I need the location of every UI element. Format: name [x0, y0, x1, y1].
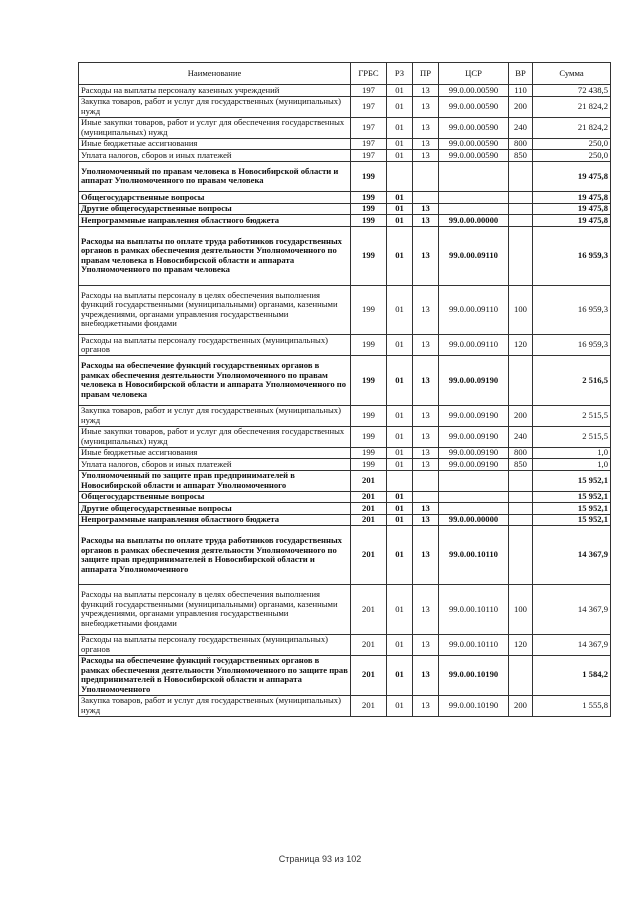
- cell-name: Иные закупки товаров, работ и услуг для обеспечения государственных (муниципальных) нужд: [79, 117, 351, 138]
- cell-csr: 99.0.00.10190: [439, 655, 509, 695]
- cell-rz: 01: [387, 285, 413, 335]
- cell-name: Иные бюджетные ассигнования: [79, 447, 351, 459]
- cell-grbs: 201: [351, 514, 387, 526]
- cell-vr: 100: [509, 585, 533, 635]
- cell-csr: 99.0.00.09190: [439, 426, 509, 447]
- cell-grbs: 199: [351, 426, 387, 447]
- cell-pr: 13: [413, 634, 439, 655]
- cell-csr: 99.0.00.00000: [439, 215, 509, 227]
- cell-vr: [509, 356, 533, 406]
- cell-csr: [439, 491, 509, 503]
- cell-grbs: 197: [351, 85, 387, 97]
- cell-name: Уплата налогов, сборов и иных платежей: [79, 150, 351, 162]
- cell-name: Уполномоченный по правам человека в Новосибирской области и аппарат Уполномоченного по правам человека: [79, 161, 351, 192]
- table-header-row: [79, 63, 611, 85]
- cell-pr: 13: [413, 447, 439, 459]
- cell-rz: 01: [387, 215, 413, 227]
- cell-vr: 120: [509, 634, 533, 655]
- cell-pr: 13: [413, 150, 439, 162]
- cell-sum: 16 959,3: [533, 335, 611, 356]
- cell-csr: 99.0.00.00590: [439, 85, 509, 97]
- cell-sum: 19 475,8: [533, 192, 611, 204]
- cell-rz: 01: [387, 405, 413, 426]
- cell-pr: 13: [413, 655, 439, 695]
- cell-csr: 99.0.00.00590: [439, 150, 509, 162]
- cell-pr: 13: [413, 138, 439, 150]
- cell-csr: 99.0.00.09190: [439, 459, 509, 471]
- cell-pr: 13: [413, 335, 439, 356]
- table-row: [79, 215, 611, 227]
- cell-rz: 01: [387, 356, 413, 406]
- cell-grbs: 197: [351, 96, 387, 117]
- cell-vr: 800: [509, 447, 533, 459]
- cell-csr: 99.0.00.09190: [439, 356, 509, 406]
- cell-name: Непрограммные направления областного бюджета: [79, 215, 351, 227]
- cell-vr: 200: [509, 405, 533, 426]
- table-row: [79, 203, 611, 215]
- cell-vr: 200: [509, 96, 533, 117]
- cell-grbs: 201: [351, 655, 387, 695]
- cell-grbs: 197: [351, 138, 387, 150]
- cell-rz: 01: [387, 634, 413, 655]
- cell-sum: 2 515,5: [533, 426, 611, 447]
- cell-grbs: 199: [351, 405, 387, 426]
- cell-sum: 15 952,1: [533, 503, 611, 515]
- cell-vr: 110: [509, 85, 533, 97]
- cell-vr: [509, 470, 533, 491]
- cell-csr: 99.0.00.00590: [439, 96, 509, 117]
- cell-rz: 01: [387, 85, 413, 97]
- cell-sum: 15 952,1: [533, 514, 611, 526]
- cell-name: Непрограммные направления областного бюджета: [79, 514, 351, 526]
- cell-grbs: 201: [351, 470, 387, 491]
- cell-rz: 01: [387, 585, 413, 635]
- table-row: [79, 634, 611, 655]
- table-row: [79, 85, 611, 97]
- cell-csr: 99.0.00.10110: [439, 526, 509, 585]
- cell-sum: 21 824,2: [533, 117, 611, 138]
- cell-pr: 13: [413, 96, 439, 117]
- cell-csr: [439, 192, 509, 204]
- table-row: [79, 405, 611, 426]
- cell-sum: 1,0: [533, 459, 611, 471]
- table-row: [79, 150, 611, 162]
- header-grbs: ГРБС: [351, 63, 387, 85]
- cell-grbs: 201: [351, 526, 387, 585]
- table-row: [79, 161, 611, 192]
- table-row: [79, 470, 611, 491]
- cell-name: Расходы на выплаты персоналу казенных учреждений: [79, 85, 351, 97]
- header-rz: РЗ: [387, 63, 413, 85]
- cell-sum: 1 555,8: [533, 695, 611, 716]
- cell-sum: 2 516,5: [533, 356, 611, 406]
- cell-sum: 16 959,3: [533, 226, 611, 285]
- cell-vr: [509, 226, 533, 285]
- cell-sum: 19 475,8: [533, 161, 611, 192]
- table-body: [79, 85, 611, 717]
- cell-rz: 01: [387, 426, 413, 447]
- cell-sum: 15 952,1: [533, 491, 611, 503]
- cell-rz: 01: [387, 117, 413, 138]
- cell-sum: 14 367,9: [533, 634, 611, 655]
- cell-grbs: 201: [351, 695, 387, 716]
- cell-name: Расходы на обеспечение функций государственных органов в рамках обеспечения деятельности Уполномоченного по правам человека в Новосибирской области и аппарата Уполномоченного по правам человека: [79, 356, 351, 406]
- table-row: [79, 138, 611, 150]
- cell-sum: 1 584,2: [533, 655, 611, 695]
- cell-grbs: 201: [351, 634, 387, 655]
- cell-vr: 100: [509, 285, 533, 335]
- cell-vr: 240: [509, 117, 533, 138]
- cell-vr: [509, 503, 533, 515]
- cell-rz: 01: [387, 150, 413, 162]
- cell-name: Уполномоченный по защите прав предпринимателей в Новосибирской области и аппарат Уполномоченного: [79, 470, 351, 491]
- cell-grbs: 197: [351, 117, 387, 138]
- cell-name: Закупка товаров, работ и услуг для государственных (муниципальных) нужд: [79, 96, 351, 117]
- cell-rz: 01: [387, 491, 413, 503]
- cell-sum: 19 475,8: [533, 215, 611, 227]
- cell-rz: 01: [387, 203, 413, 215]
- cell-vr: 850: [509, 150, 533, 162]
- table-row: [79, 335, 611, 356]
- cell-vr: [509, 655, 533, 695]
- cell-pr: [413, 192, 439, 204]
- cell-grbs: 199: [351, 192, 387, 204]
- cell-pr: 13: [413, 405, 439, 426]
- cell-sum: 21 824,2: [533, 96, 611, 117]
- cell-csr: 99.0.00.10190: [439, 695, 509, 716]
- cell-vr: 120: [509, 335, 533, 356]
- cell-name: Расходы на выплаты персоналу в целях обеспечения выполнения функций государственными (муниципальными) органами, казенными учреждениями, органами управления государственными внебюджетными фондами: [79, 285, 351, 335]
- table-row: [79, 96, 611, 117]
- cell-csr: 99.0.00.10110: [439, 634, 509, 655]
- cell-pr: [413, 161, 439, 192]
- cell-csr: 99.0.00.09190: [439, 447, 509, 459]
- table-row: [79, 285, 611, 335]
- table-row: [79, 356, 611, 406]
- cell-pr: 13: [413, 526, 439, 585]
- cell-vr: 240: [509, 426, 533, 447]
- cell-csr: 99.0.00.00590: [439, 117, 509, 138]
- cell-sum: 14 367,9: [533, 585, 611, 635]
- cell-rz: 01: [387, 655, 413, 695]
- cell-sum: 250,0: [533, 138, 611, 150]
- cell-vr: [509, 514, 533, 526]
- cell-csr: 99.0.00.10110: [439, 585, 509, 635]
- cell-rz: 01: [387, 138, 413, 150]
- cell-name: Расходы на выплаты по оплате труда работников государственных органов в рамках обеспечения деятельности Уполномоченного по защите прав предпринимателей в Новосибирской области и аппарата Уполномоченного: [79, 526, 351, 585]
- cell-csr: [439, 203, 509, 215]
- budget-table: [78, 62, 611, 717]
- header-vr: ВР: [509, 63, 533, 85]
- cell-pr: 13: [413, 695, 439, 716]
- cell-pr: [413, 491, 439, 503]
- table-row: [79, 117, 611, 138]
- cell-name: Расходы на обеспечение функций государственных органов в рамках обеспечения деятельности Уполномоченного по защите прав предпринимателей в Новосибирской области и аппарата Уполномоченного: [79, 655, 351, 695]
- cell-name: Общегосударственные вопросы: [79, 491, 351, 503]
- table-row: [79, 491, 611, 503]
- cell-pr: 13: [413, 514, 439, 526]
- cell-csr: 99.0.00.09110: [439, 226, 509, 285]
- cell-csr: 99.0.00.09190: [439, 405, 509, 426]
- table-row: [79, 695, 611, 716]
- cell-name: Общегосударственные вопросы: [79, 192, 351, 204]
- cell-name: Иные закупки товаров, работ и услуг для обеспечения государственных (муниципальных) нужд: [79, 426, 351, 447]
- cell-name: Расходы на выплаты персоналу в целях обеспечения выполнения функций государственными (муниципальными) органами, казенными учреждениями, органами управления государственными внебюджетными фондами: [79, 585, 351, 635]
- cell-grbs: 199: [351, 226, 387, 285]
- cell-csr: [439, 161, 509, 192]
- cell-grbs: 201: [351, 585, 387, 635]
- cell-sum: 1,0: [533, 447, 611, 459]
- table-row: [79, 426, 611, 447]
- cell-pr: 13: [413, 85, 439, 97]
- cell-sum: 15 952,1: [533, 470, 611, 491]
- cell-vr: 850: [509, 459, 533, 471]
- cell-pr: 13: [413, 426, 439, 447]
- cell-vr: [509, 215, 533, 227]
- cell-vr: [509, 203, 533, 215]
- table-row: [79, 514, 611, 526]
- cell-vr: [509, 192, 533, 204]
- cell-vr: [509, 161, 533, 192]
- cell-sum: 16 959,3: [533, 285, 611, 335]
- cell-grbs: 199: [351, 161, 387, 192]
- cell-grbs: 199: [351, 215, 387, 227]
- cell-pr: 13: [413, 356, 439, 406]
- cell-rz: [387, 161, 413, 192]
- cell-csr: 99.0.00.00590: [439, 138, 509, 150]
- cell-grbs: 199: [351, 447, 387, 459]
- cell-rz: 01: [387, 226, 413, 285]
- cell-vr: [509, 526, 533, 585]
- cell-vr: 800: [509, 138, 533, 150]
- cell-pr: 13: [413, 226, 439, 285]
- cell-csr: 99.0.00.00000: [439, 514, 509, 526]
- table-row: [79, 459, 611, 471]
- cell-vr: [509, 491, 533, 503]
- cell-rz: [387, 470, 413, 491]
- cell-rz: 01: [387, 503, 413, 515]
- cell-rz: 01: [387, 447, 413, 459]
- cell-pr: [413, 470, 439, 491]
- cell-name: Другие общегосударственные вопросы: [79, 203, 351, 215]
- cell-pr: 13: [413, 117, 439, 138]
- cell-sum: 250,0: [533, 150, 611, 162]
- header-csr: ЦСР: [439, 63, 509, 85]
- cell-name: Другие общегосударственные вопросы: [79, 503, 351, 515]
- cell-grbs: 199: [351, 203, 387, 215]
- cell-name: Закупка товаров, работ и услуг для государственных (муниципальных) нужд: [79, 405, 351, 426]
- cell-grbs: 197: [351, 150, 387, 162]
- cell-sum: 14 367,9: [533, 526, 611, 585]
- cell-csr: [439, 503, 509, 515]
- cell-name: Расходы на выплаты по оплате труда работников государственных органов в рамках обеспечения деятельности Уполномоченного по правам человека в Новосибирской области и аппарата Уполномоченного по правам человека: [79, 226, 351, 285]
- cell-pr: 13: [413, 459, 439, 471]
- table-row: [79, 226, 611, 285]
- cell-csr: 99.0.00.09110: [439, 285, 509, 335]
- cell-grbs: 199: [351, 335, 387, 356]
- table-row: [79, 192, 611, 204]
- cell-rz: 01: [387, 514, 413, 526]
- cell-name: Иные бюджетные ассигнования: [79, 138, 351, 150]
- cell-name: Уплата налогов, сборов и иных платежей: [79, 459, 351, 471]
- table-row: [79, 585, 611, 635]
- cell-pr: 13: [413, 585, 439, 635]
- cell-rz: 01: [387, 526, 413, 585]
- cell-grbs: 201: [351, 491, 387, 503]
- cell-pr: 13: [413, 285, 439, 335]
- cell-grbs: 199: [351, 285, 387, 335]
- cell-csr: 99.0.00.09110: [439, 335, 509, 356]
- cell-rz: 01: [387, 695, 413, 716]
- cell-rz: 01: [387, 96, 413, 117]
- header-name: Наименование: [79, 63, 351, 85]
- header-pr: ПР: [413, 63, 439, 85]
- table-row: [79, 655, 611, 695]
- cell-grbs: 199: [351, 356, 387, 406]
- cell-sum: 72 438,5: [533, 85, 611, 97]
- cell-csr: [439, 470, 509, 491]
- cell-rz: 01: [387, 459, 413, 471]
- cell-name: Расходы на выплаты персоналу государственных (муниципальных) органов: [79, 335, 351, 356]
- cell-grbs: 201: [351, 503, 387, 515]
- cell-sum: 19 475,8: [533, 203, 611, 215]
- table-row: [79, 447, 611, 459]
- cell-name: Закупка товаров, работ и услуг для государственных (муниципальных) нужд: [79, 695, 351, 716]
- cell-name: Расходы на выплаты персоналу государственных (муниципальных) органов: [79, 634, 351, 655]
- table-row: [79, 503, 611, 515]
- cell-rz: 01: [387, 192, 413, 204]
- cell-rz: 01: [387, 335, 413, 356]
- page-footer: Страница 93 из 102: [278, 854, 362, 864]
- header-sum: Сумма: [533, 63, 611, 85]
- cell-sum: 2 515,5: [533, 405, 611, 426]
- table-row: [79, 526, 611, 585]
- cell-pr: 13: [413, 503, 439, 515]
- cell-pr: 13: [413, 215, 439, 227]
- cell-pr: 13: [413, 203, 439, 215]
- cell-grbs: 199: [351, 459, 387, 471]
- cell-vr: 200: [509, 695, 533, 716]
